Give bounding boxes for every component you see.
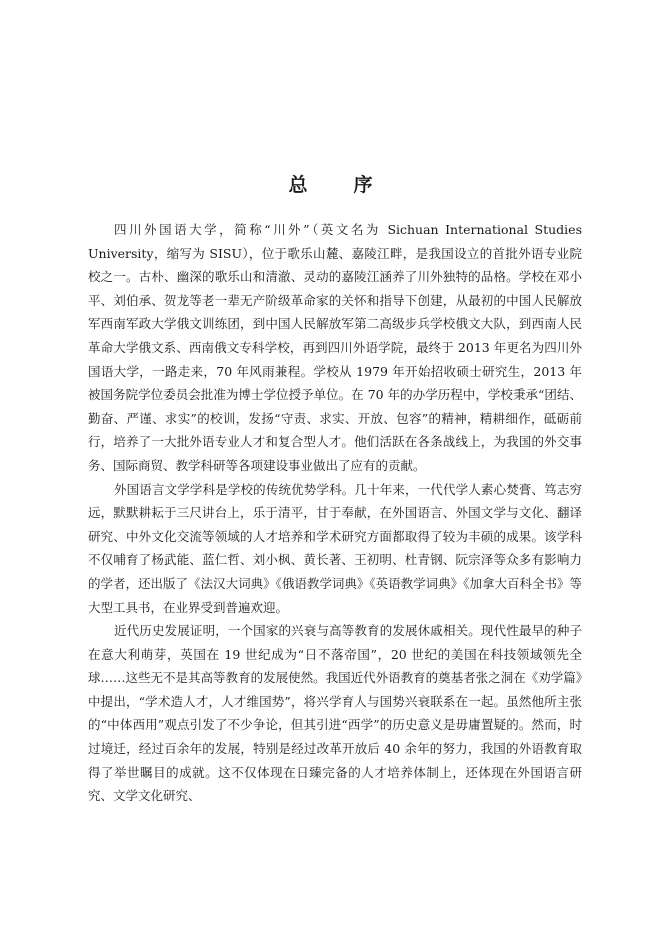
paragraph-2: 外国语言文学学科是学校的传统优势学科。几十年来，一代代学人素心焚膏、笃志穷远，默默耕耘于三尺讲台上，乐于清平，甘于奉献，在外国语言、外国文学与文化、翻译研究、中外文化交流等领域的人才培养和学术研究方面都取得了较为丰硕的成果。该学科不仅哺育了杨武能、蓝仁哲、刘小枫、黄长著、王初明、杜青钢、阮宗泽等众多有影响力的学者，还出版了《法汉大词典》《俄语教学词典》《英语教学词典》《加拿大百科全书》等大型工具书，在业界受到普遍欢迎。 — [88, 481, 582, 615]
paragraph-1: 四川外国语大学，简称“川外”（英文名为 Sichuan International Studies University，缩写为 SISU），位于歌乐山麓、嘉陵江畔，是我国设立的首批外语专业院校之一。古朴、幽深的歌乐山和清澈、灵动的嘉陵江涵养了川外独特的品格。学校在邓小平、刘伯承、贺龙等老一辈无产阶级革命家的关怀和指导下创建，从最初的中国人民解放军西南军政大学俄文训练团，到中国人民解放军第二高级步兵学校俄文大队，到西南人民革命大学俄文系、西南俄文专科学校，再到四川外语学院，最终于 2013 年更名为四川外国语大学，一路走来，70 年风雨兼程。学校从 1979 年开始招收硕士研究生，2013 年被国务院学位委员会批准为博士学位授予单位。在 70 年的办学历程中，学校秉承“团结、勤奋、严谨、求实”的校训，发扬“守责、求实、开放、包容”的精神，精耕细作，砥砺前行，培养了一大批外语专业人才和复合型人才。他们活跃在各条战线上，为我国的外交事务、国际商贸、教学科研等各项建设事业做出了应有的贡献。 — [88, 222, 582, 473]
body-text — [88, 218, 582, 808]
title-char-2: 序 — [353, 174, 373, 196]
paragraph-3: 近代历史发展证明，一个国家的兴衰与高等教育的发展休戚相关。现代性最早的种子在意大利萌芽，英国在 19 世纪成为“日不落帝国”，20 世纪的美国在科技领域领先全球……这些无不是其高等教育的发展使然。我国近代外语教育的奠基者张之洞在《劝学篇》中提出，“学术造人才，人才维国势”，将兴学育人与国势兴衰联系在一起。虽然他所主张的“中体西用”观点引发了不少争论，但其引进“西学”的历史意义是毋庸置疑的。然而，时过境迁，经过百余年的发展，特别是经过改革开放后 40 余年的努力，我国的外语教育取得了举世瞩目的成就。这不仅体现在日臻完备的人才培养体制上，还体现在外国语言研究、文学文化研究、 — [88, 623, 582, 804]
title-char-1: 总 — [288, 174, 308, 196]
page-title — [0, 170, 661, 197]
